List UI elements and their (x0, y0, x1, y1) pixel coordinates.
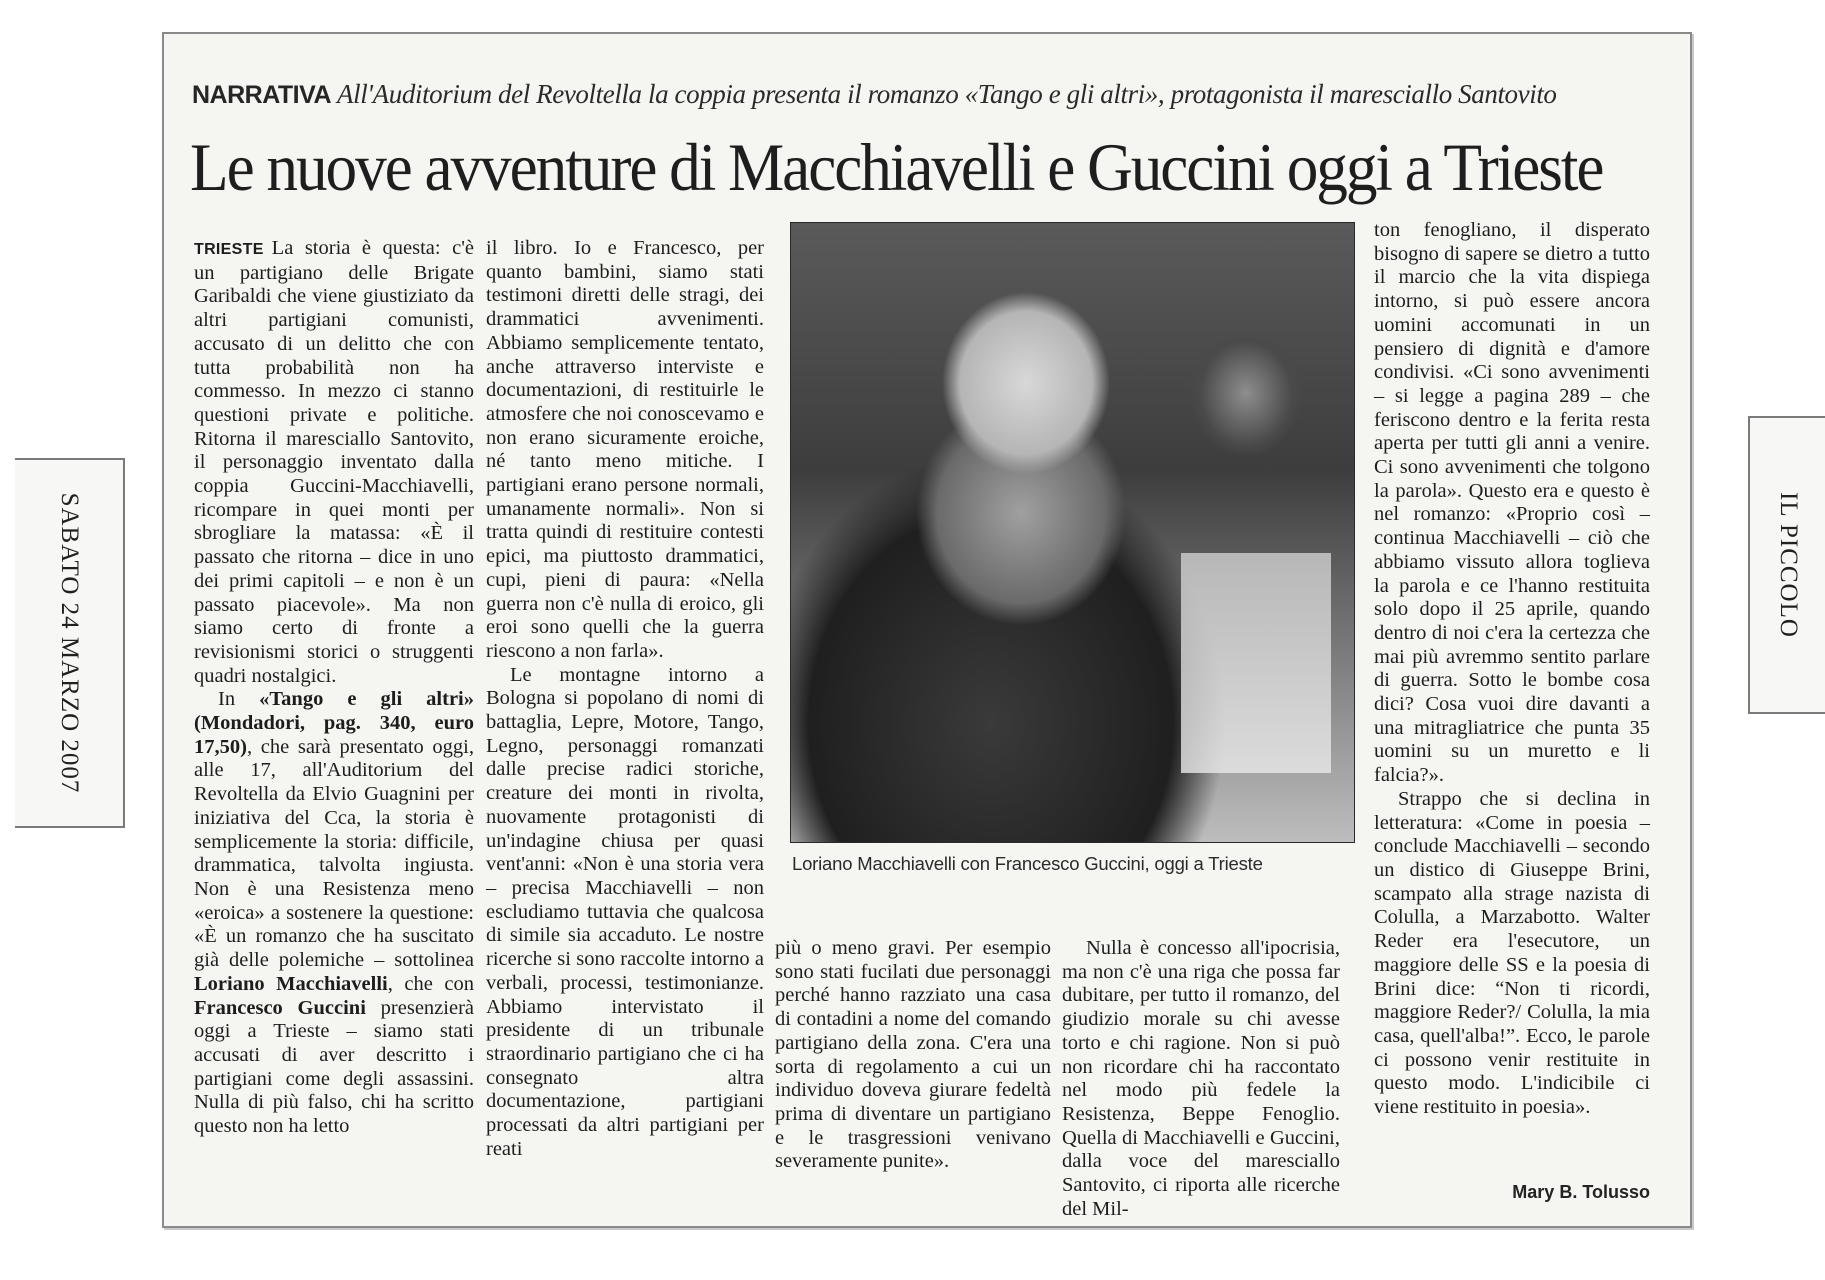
paragraph: più o meno gravi. Per esempio sono stati fucilati due personaggi perché hanno razziato una casa di contadini a nome del comando partigiano della zona. C'era una sorta di regolamento a cui un individuo doveva giurare fedeltà prima di diventare un partigiano e le trasgressioni venivano severamente punite». (775, 937, 1051, 1173)
paragraph-text: , che sarà presentato oggi, alle 17, all'Auditorium del Revoltella da Elvio Guagnini per iniziativa del Cca, la storia è semplicemente la storia: difficile, drammatica, talvolta ingiusta. Non è una Resistenza meno «eroica» a sostenere la questione: «È un romanzo che ha suscitato già delle polemiche – sottolinea (194, 735, 474, 972)
paragraph-text: , che con (387, 972, 475, 995)
paragraph: ton fenogliano, il disperato bisogno di sapere se dietro a tutto il marcio che la vita dispiega intorno, si può essere ancora uomini accomunati in un pensiero di dignità e d'amore condivisi. «Ci sono avvenimenti – si legge a pagina 289 – che feriscono dentro e la ferita resta aperta per tutti gli anni a venire. Ci sono avvenimenti che tolgono la parola». Questo era e questo è nel romanzo: «Proprio così – continua Macchiavelli – ciò che abbiamo vissuto allora toglieva la parola e ce l'hanno restituita solo dopo il 25 aprile, quando dentro di noi c'era la certezza che mai più avremmo sentito parlare di guerra. Sotto le bombe cosa dici? Cosa vuoi dire davanti a una mitragliatrice che punta 35 uomini su un muretto e li falcia?». (1374, 219, 1650, 787)
paragraph-text: La storia è questa: c'è un partigiano delle Brigate Garibaldi che viene giustiziato da altri partigiani comunisti, accusato di un delitto che con tutta probabilità non ha commesso. In mezzo ci stanno questioni private e politiche. Ritorna il maresciallo Santovito, il personaggio inventato dalla coppia Guccini-Macchiavelli, ricompare in quei monti per sbrogliare la matassa: «È il passato che ritorna – dice in uno dei primi capitoli – e non è un passato piacevole». Ma non siamo certo di fronte a revisionismi storici o struggenti quadri nostalgici. (194, 237, 474, 687)
article-column-1 (194, 237, 474, 1139)
book-details: «Tango e gli altri» (Mondadori, pag. 340, euro 17,50) (194, 688, 475, 758)
newspaper-name-text: IL PICCOLO (1774, 492, 1802, 638)
paragraph: Nulla è concesso all'ipocrisia, ma non c'è una riga che possa far dubitare, per tutto il romanzo, del giudizio morale su chi avesse torto e chi ragione. Non si può non ricordare chi ha raccontato nel modo più fedele la Resistenza, Beppe Fenoglio. Quella di Macchiavelli e Guccini, dalla voce del maresciallo Santovito, ci riporta alle ricerche del Mil- (1062, 937, 1340, 1220)
kicker-text: All'Auditorium del Revoltella la coppia presenta il romanzo «Tango e gli altri», protagonista il maresciallo Santovito (337, 79, 1557, 109)
author-name: Francesco Guccini (194, 996, 366, 1019)
paragraph-text: presenzierà oggi a Trieste – siamo stati accusati di aver descritto i partigiani come degli assassini. Nulla di più falso, chi ha scritto questo non ha letto (194, 996, 474, 1138)
article-column-3 (775, 937, 1051, 1174)
date-label-text: SABATO 24 MARZO 2007 (56, 492, 83, 794)
kicker (192, 78, 1672, 111)
byline: Mary B. Tolusso (1512, 1182, 1650, 1202)
dateline: TRIESTE (194, 241, 264, 258)
photo-background (1181, 553, 1331, 773)
photo (790, 222, 1355, 843)
photo-caption: Loriano Macchiavelli con Francesco Guccini, oggi a Trieste (792, 853, 1263, 874)
paragraph-text: In (218, 688, 260, 711)
newspaper-clipping (162, 32, 1692, 1228)
paragraph (194, 237, 474, 688)
kicker-label: NARRATIVA (192, 81, 332, 109)
article-column-5 (1374, 219, 1650, 1120)
newspaper-name-label (1748, 416, 1825, 714)
paragraph: il libro. Io e Francesco, per quanto bambini, siamo stati testimoni diretti delle stragi, dei drammatici avvenimenti. Abbiamo semplicemente tentato, anche attraverso interviste e documentazioni, di restituirle le atmosfere che noi conoscevamo e non erano sicuramente eroiche, né tanto meno mitiche. I partigiani erano persone normali, umanamente normali». Non si tratta quindi di restituire contesti epici, ma piuttosto drammatici, cupi, pieni di paura: «Nella guerra non c'è nulla di eroico, gli eroi sono quelli che la guerra riescono a non farla». (486, 237, 764, 662)
paragraph: Le montagne intorno a Bologna si popolano di nomi di battaglia, Lepre, Motore, Tango, Legno, personaggi romanzati dalle precise radici storiche, creature dei monti in rivolta, nuovamente protagonisti di un'indagine chiusa per quasi vent'anni: «Non è una storia vera – precisa Macchiavelli – non escludiamo tuttavia che qualcosa di simile sia accaduto. Le nostre ricerche si sono raccolte intorno a verbali, processi, testimonianze. Abbiamo intervistato il presidente di un tribunale straordinario partigiano che ci ha consegnato altra documentazione, partigiani processati da altri partigiani per reati (486, 663, 764, 1160)
paragraph: Strappo che si declina in letteratura: «Come in poesia – conclude Macchiavelli – secondo un distico di Giuseppe Brini, scampato alla strage nazista di Colulla, a Marzabotto. Walter Reder era l'esecutore, un maggiore delle SS e la poesia di Brini dice: “Non ti ricordi, maggiore Reder?/ Colulla, la mia casa, quell'alba!”. Ecco, le parole ci possono venir restituite in questo modo. L'indicibile ci viene restituito in poesia». (1374, 787, 1650, 1119)
paragraph (194, 688, 474, 1138)
article-column-2 (486, 237, 764, 1161)
date-label (15, 458, 125, 828)
article-column-4 (1062, 937, 1340, 1221)
author-name: Loriano Macchiavelli (194, 972, 388, 995)
headline: Le nuove avventure di Macchiavelli e Guccini oggi a Trieste (190, 129, 1603, 205)
